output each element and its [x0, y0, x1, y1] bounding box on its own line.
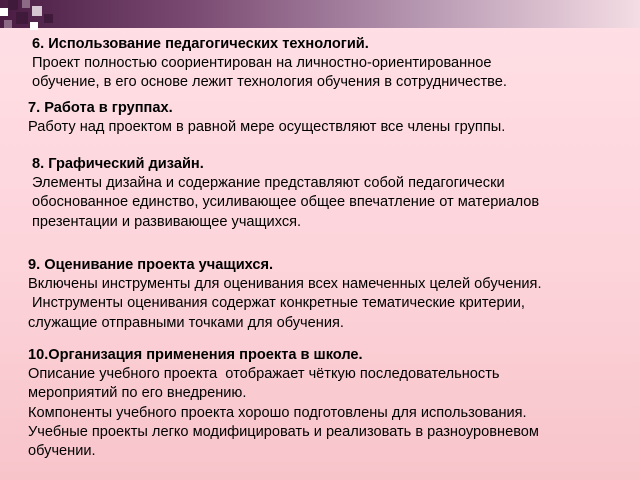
section-text-line: презентации и развивающее учащихся.: [32, 213, 302, 230]
section-text-line: Компоненты учебного проекта хорошо подготовлены для использования.: [28, 404, 527, 421]
section-text-line: служащие отправными точками для обучения.: [28, 314, 344, 331]
section-heading: 6. Использование педагогических технологий.: [32, 36, 369, 52]
section-text-line: мероприятий по его внедрению.: [28, 385, 247, 402]
section-technologies: [32, 35, 622, 93]
header-gradient-bar: [0, 0, 640, 28]
section-heading: 7. Работа в группах.: [28, 100, 173, 116]
section-text-line: Проект полностью соориентирован на личностно-ориентированное: [32, 55, 492, 72]
section-text-line: Описание учебного проекта отображает чёткую последовательность: [28, 366, 500, 383]
section-heading: 9. Оценивание проекта учащихся.: [28, 257, 274, 273]
section-text-line: Элементы дизайна и содержание представляют собой педагогически: [32, 175, 505, 192]
section-text-line: Включены инструменты для оценивания всех намеченных целей обучения.: [28, 276, 542, 293]
section-text-line: обучении.: [28, 443, 96, 460]
section-text-line: Инструменты оценивания содержат конкретные тематические критерии,: [28, 295, 525, 312]
section-assessment: [28, 256, 628, 333]
section-school-implementation: [28, 346, 628, 461]
section-graphic-design: [32, 155, 627, 232]
section-text-line: обоснованное единство, усиливающее общее впечатление от материалов: [32, 194, 540, 211]
section-group-work: [28, 99, 628, 137]
section-text-line: Работу над проектом в равной мере осуществляют все члены группы.: [28, 119, 506, 136]
section-heading: 10.Организация применения проекта в школе.: [28, 347, 363, 363]
section-heading: 8. Графический дизайн.: [32, 156, 204, 172]
section-text-line: Учебные проекты легко модифицировать и реализовать в разноуровневом: [28, 423, 539, 440]
section-text-line: обучение, в его основе лежит технология обучения в сотрудничестве.: [32, 74, 507, 91]
